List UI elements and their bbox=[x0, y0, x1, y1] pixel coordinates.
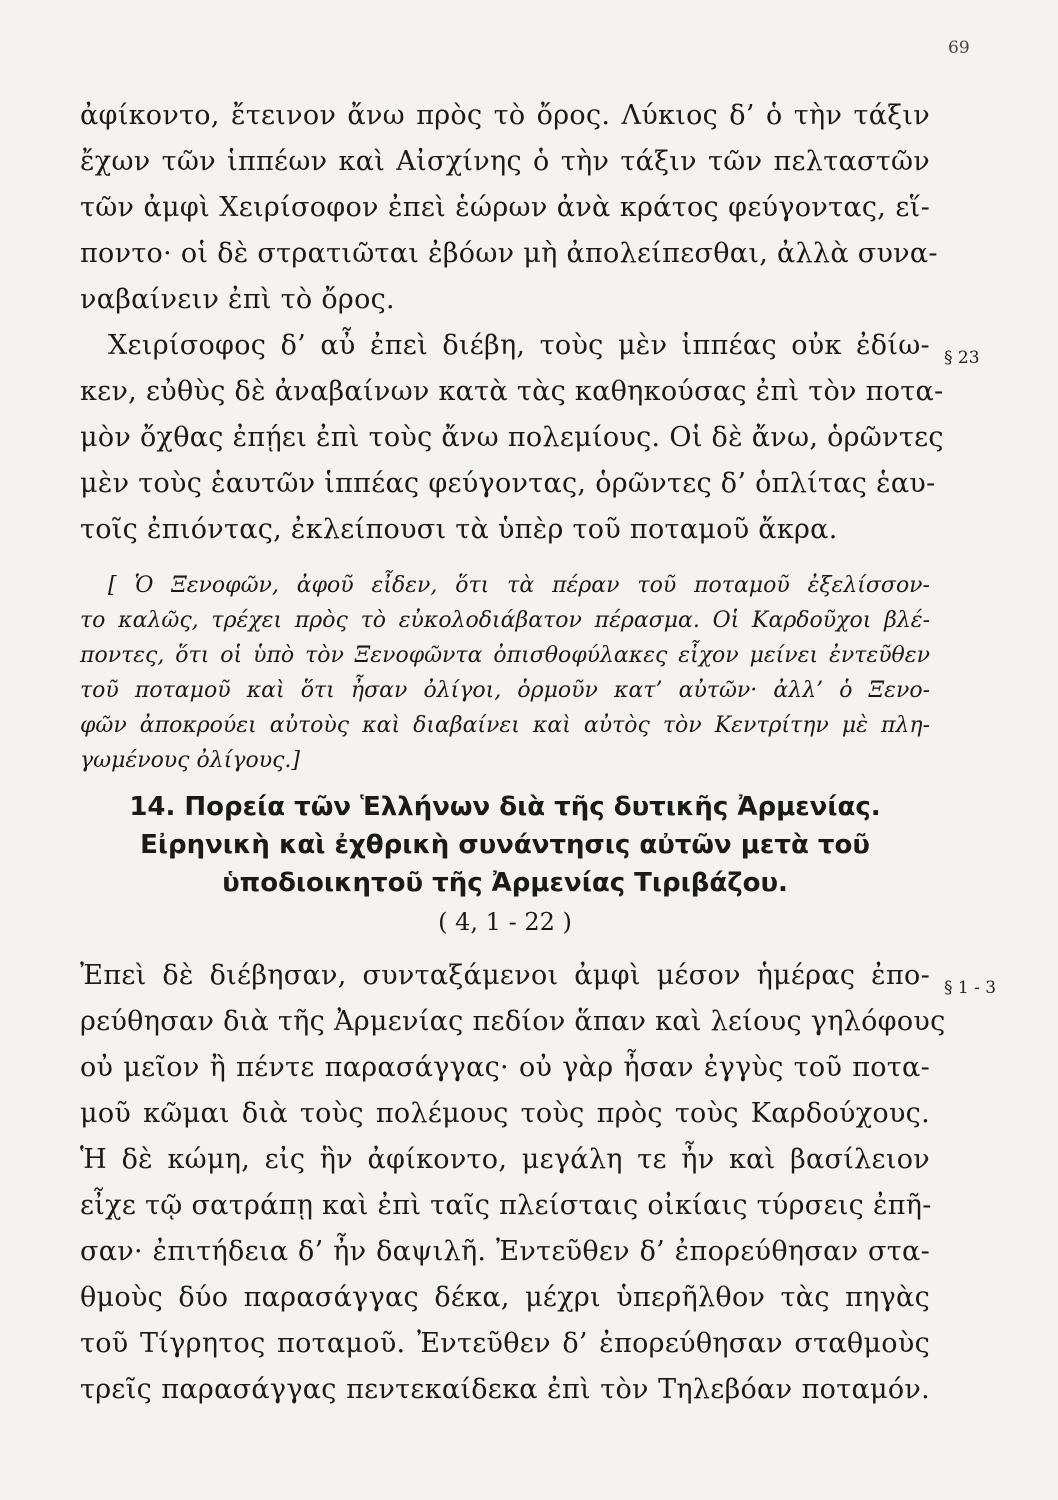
heading-line: ὑποδιοικητοῦ τῆς Ἀρμενίας Τιριβάζου. bbox=[222, 868, 788, 898]
heading-line: Εἰρηνικὴ καὶ ἐχθρικὴ συνάντησις αὐτῶν μετὰ τοῦ bbox=[140, 830, 870, 860]
text-line: Ἐπεὶ δὲ διέβησαν, συνταξάμενοι ἀμφὶ μέσον ἡμέρας ἐπο- bbox=[80, 960, 930, 991]
text-line: μὸν ὄχθας ἐπῄει ἐπὶ τοὺς ἄνω πολεμίους. Οἱ δὲ ἄνω, ὁρῶντες bbox=[80, 422, 944, 453]
note-line: φῶν ἀποκρούει αὐτοὺς καὶ διαβαίνει καὶ αὐτὸς τὸν Κεντρίτην μὲ πλη- bbox=[80, 713, 930, 738]
text-line: ποντο· οἱ δὲ στρατιῶται ἐβόων μὴ ἀπολείπεσθαι, ἀλλὰ συνα- bbox=[80, 238, 938, 269]
margin-section-ref: § 1 - 3 bbox=[944, 978, 997, 998]
text-line: μὲν τοὺς ἑαυτῶν ἱππέας φεύγοντας, ὁρῶντες δ’ ὁπλίτας ἑαυ- bbox=[80, 468, 936, 499]
text-line: μοῦ κῶμαι διὰ τοὺς πολέμους τοὺς πρὸς τοὺς Καρδούχους. bbox=[80, 1098, 930, 1129]
note-line: το καλῶς, τρέχει πρὸς τὸ εὐκολοδιάβατον πέρασμα. Οἱ Καρδοῦχοι βλέ- bbox=[80, 608, 930, 633]
text-line: τρεῖς παρασάγγας πεντεκαίδεκα ἐπὶ τὸν Τηλεβόαν ποταμόν. bbox=[80, 1374, 930, 1405]
heading-line: 14. Πορεία τῶν Ἑλλήνων διὰ τῆς δυτικῆς Ἀρμενίας. bbox=[129, 792, 881, 822]
margin-section-ref: § 23 bbox=[944, 348, 980, 368]
text-line: ναβαίνειν ἐπὶ τὸ ὄρος. bbox=[80, 284, 395, 315]
text-line: Ἡ δὲ κώμη, εἰς ἣν ἀφίκοντο, μεγάλη τε ἦν καὶ βασίλειον bbox=[80, 1144, 930, 1175]
chapter-range: ( 4, 1 - 22 ) bbox=[438, 908, 572, 936]
text-line: θμοὺς δύο παρασάγγας δέκα, μέχρι ὑπερῆλθον τὰς πηγὰς bbox=[80, 1282, 930, 1313]
text-line: σαν· ἐπιτήδεια δ’ ἦν δαψιλῆ. Ἐντεῦθεν δ’ ἐπορεύθησαν στα- bbox=[80, 1236, 930, 1267]
text-line: οὐ μεῖον ἢ πέντε παρασάγγας· οὐ γὰρ ἦσαν ἐγγὺς τοῦ ποτα- bbox=[80, 1052, 930, 1083]
note-line: [ Ὁ Ξενοφῶν, ἀφοῦ εἶδεν, ὅτι τὰ πέραν τοῦ ποταμοῦ ἐξελίσσον- bbox=[108, 573, 930, 598]
text-line: τοῦ Τίγρητος ποταμοῦ. Ἐντεῦθεν δ’ ἐπορεύθησαν σταθμοὺς bbox=[80, 1328, 930, 1359]
note-line: γωμένους ὀλίγους.] bbox=[80, 748, 300, 773]
text-line: τοῖς ἐπιόντας, ἐκλείπουσι τὰ ὑπὲρ τοῦ ποταμοῦ ἄκρα. bbox=[80, 514, 838, 545]
text-line: τῶν ἀμφὶ Χειρίσοφον ἐπεὶ ἑώρων ἀνὰ κράτος φεύγοντας, εἵ- bbox=[80, 192, 930, 223]
text-line: εἶχε τῷ σατράπῃ καὶ ἐπὶ ταῖς πλείσταις οἰκίαις τύρσεις ἐπῆ- bbox=[80, 1190, 932, 1221]
note-line: τοῦ ποταμοῦ καὶ ὅτι ἦσαν ὀλίγοι, ὁρμοῦν κατ’ αὐτῶν· ἀλλ’ ὁ Ξενο- bbox=[80, 678, 930, 703]
text-line: ἀφίκοντο, ἔτεινον ἄνω πρὸς τὸ ὄρος. Λύκιος δ’ ὁ τὴν τάξιν bbox=[80, 100, 930, 131]
page-number: 69 bbox=[948, 38, 970, 58]
text-line: Χειρίσοφος δ’ αὖ ἐπεὶ διέβη, τοὺς μὲν ἱππέας οὐκ ἐδίω- bbox=[108, 330, 930, 361]
text-line: ἔχων τῶν ἱππέων καὶ Αἰσχίνης ὁ τὴν τάξιν τῶν πελταστῶν bbox=[80, 146, 930, 177]
text-line: κεν, εὐθὺς δὲ ἀναβαίνων κατὰ τὰς καθηκούσας ἐπὶ τὸν ποτα- bbox=[80, 376, 944, 407]
text-line: ρεύθησαν διὰ τῆς Ἀρμενίας πεδίον ἅπαν καὶ λείους γηλόφους bbox=[80, 1006, 946, 1037]
note-line: ποντες, ὅτι οἱ ὑπὸ τὸν Ξενοφῶντα ὀπισθοφύλακες εἶχον μείνει ἐντεῦθεν bbox=[80, 643, 930, 668]
